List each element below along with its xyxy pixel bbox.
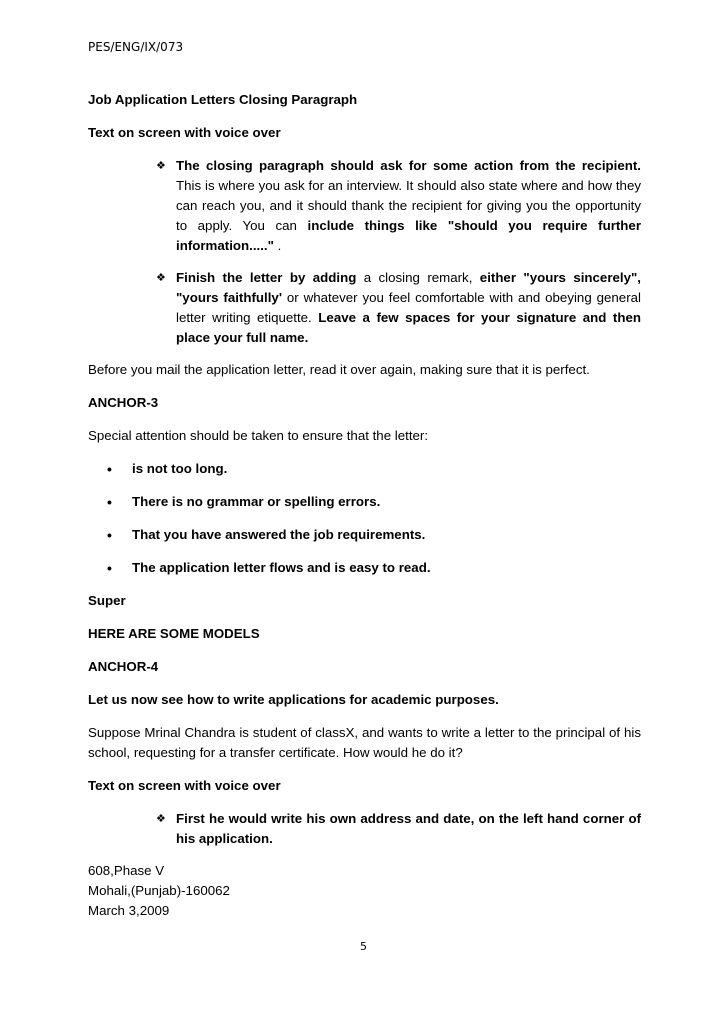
diamond-bullet-icon: ❖: [156, 813, 166, 825]
suppose-paragraph: Suppose Mrinal Chandra is student of classX, and wants to write a letter to the principal of his school, requesting for a transfer certificate. How would he do it?: [88, 725, 641, 760]
checklist-item: • The application letter flows and is easy to read.: [107, 560, 431, 576]
special-attention-paragraph: Special attention should be taken to ensure that the letter:: [88, 428, 429, 443]
document-code: PES/ENG/IX/073: [88, 40, 184, 54]
diamond-list-2: [88, 809, 641, 849]
diamond-bullet-icon: ❖: [156, 272, 166, 284]
finish-letter-point: ❖ Finish the letter by adding a closing remark, either "yours sincerely", "yours faithfully' or whatever you feel comfortable with and obeying general letter writing etiquette. Leave a few spaces for your signature and then place your full name.: [156, 270, 642, 345]
address-line: Mohali,(Punjab)-160062: [88, 883, 230, 898]
academic-heading: Let us now see how to write applications for academic purposes.: [88, 692, 499, 707]
anchor-4-heading: ANCHOR-4: [88, 659, 159, 674]
super-label: Super: [88, 593, 126, 608]
bullet-dot-icon: •: [107, 461, 112, 477]
diamond-bullet-icon: ❖: [156, 160, 166, 172]
document-body: [88, 90, 641, 921]
address-instruction-point: ❖ First he would write his own address and date, on the left hand corner of his application.: [156, 811, 641, 846]
before-mail-paragraph: Before you mail the application letter, read it over again, making sure that it is perfect.: [88, 362, 590, 377]
checklist-item: • There is no grammar or spelling errors.: [107, 494, 381, 510]
page-number: 5: [360, 940, 367, 953]
diamond-list-1: [88, 156, 641, 348]
bullet-dot-icon: •: [107, 560, 112, 576]
checklist: [88, 459, 641, 578]
sender-address: [88, 861, 641, 921]
bullet-dot-icon: •: [107, 527, 112, 543]
bullet-dot-icon: •: [107, 494, 112, 510]
checklist-item: • is not too long.: [107, 461, 228, 477]
section-heading-2: Text on screen with voice over: [88, 778, 281, 793]
models-heading: HERE ARE SOME MODELS: [88, 626, 260, 641]
anchor-3-heading: ANCHOR-3: [88, 395, 159, 410]
address-date: March 3,2009: [88, 903, 170, 918]
address-line: 608,Phase V: [88, 863, 165, 878]
section-heading-1: Text on screen with voice over: [88, 125, 281, 140]
checklist-item: • That you have answered the job requirements.: [107, 527, 426, 543]
page-title: Job Application Letters Closing Paragraph: [88, 92, 358, 107]
closing-paragraph-point: ❖ The closing paragraph should ask for some action from the recipient. This is where you ask for an interview. It should also state where and how they can reach you, and it should thank the recipient for giving you the opportunity to apply. You can include things like "should you require further information....." .: [156, 158, 641, 253]
